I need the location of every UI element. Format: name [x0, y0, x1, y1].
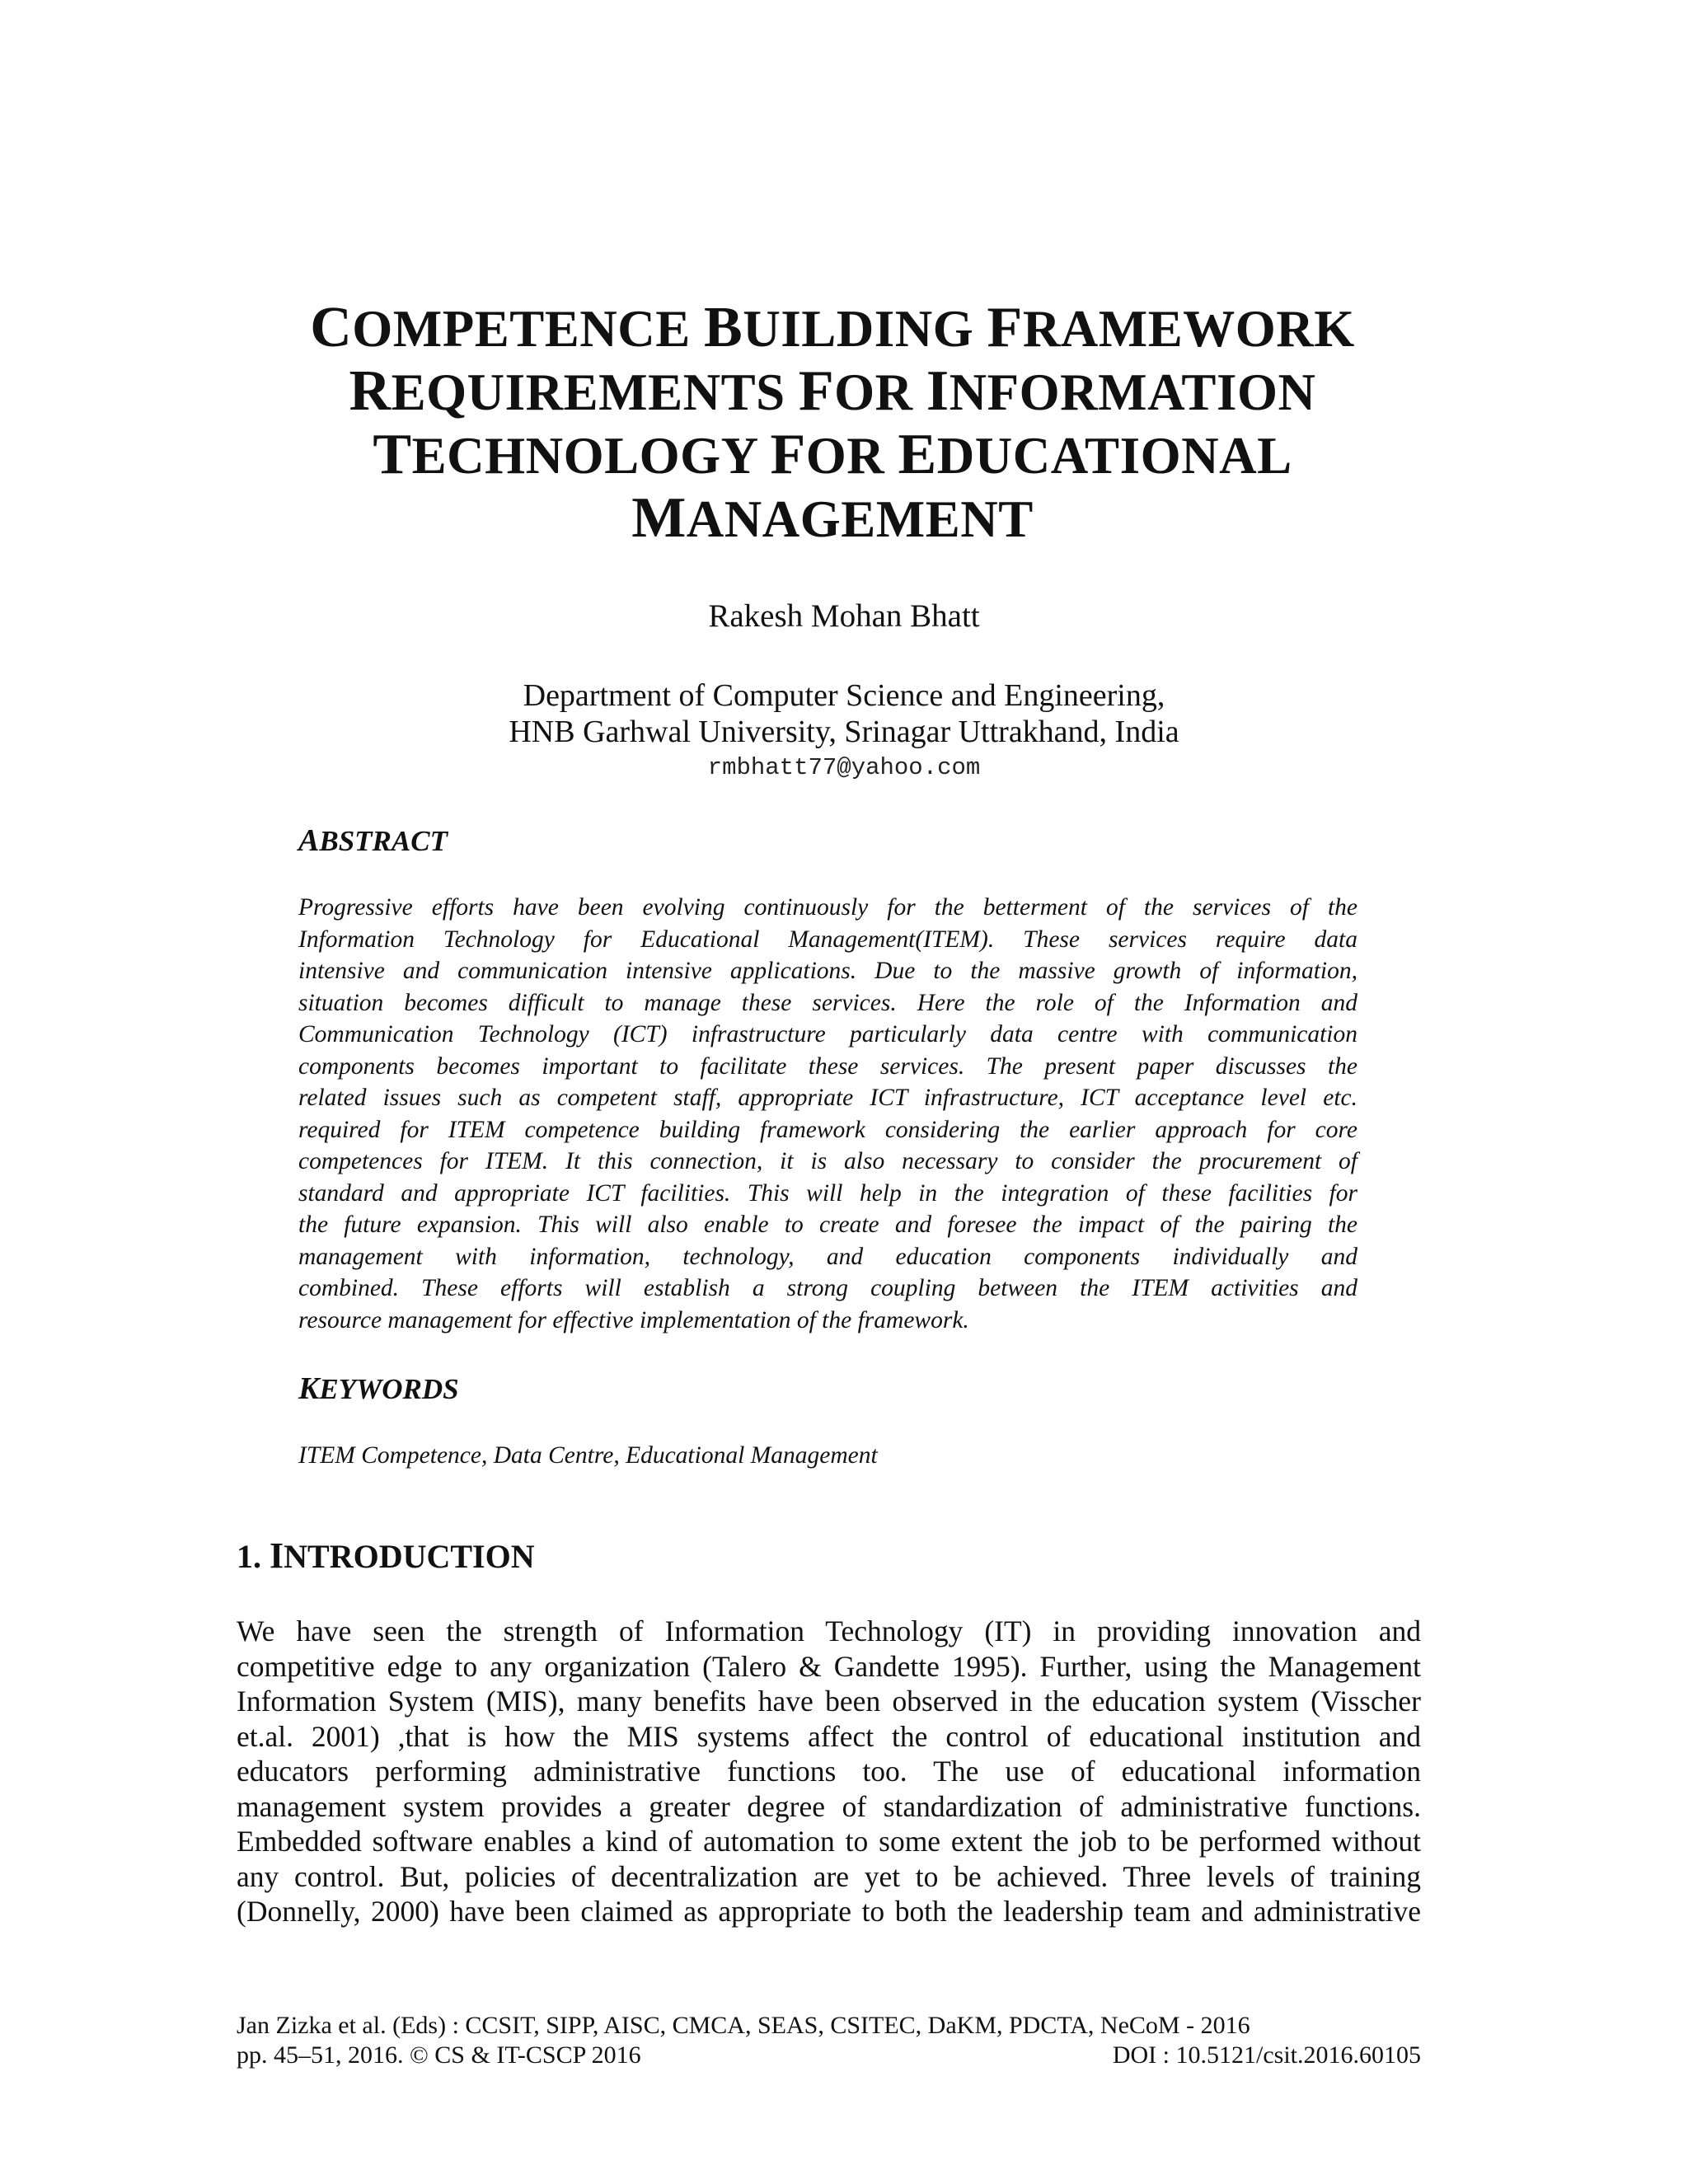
abstract-line: related issues such as competent staff, appropriate ICT infrastructure, ICT acceptance level etc.: [298, 1085, 1357, 1111]
introduction-heading-rest: NTRODUCTION: [284, 1538, 535, 1575]
page-range-copyright: pp. 45–51, 2016. © CS & IT-CSCP 2016: [237, 2041, 641, 2069]
doi: DOI : 10.5121/csit.2016.60105: [1112, 2041, 1421, 2069]
author-name: Rakesh Mohan Bhatt: [708, 598, 980, 634]
title-cap: B: [704, 296, 743, 359]
affiliation-university: HNB Garhwal University, Srinagar Uttrakhand, India: [509, 715, 1179, 749]
section-number: 1.: [237, 1538, 270, 1575]
title-cap: F: [770, 423, 806, 486]
affiliation-department: Department of Computer Science and Engineering,: [523, 678, 1165, 713]
abstract-line: intensive and communication intensive applications. Due to the massive growth of information,: [298, 958, 1357, 984]
keywords-heading-cap: K: [298, 1371, 320, 1406]
title-cap: F: [987, 296, 1023, 359]
introduction-line: educators performing administrative functions too. The use of educational information: [237, 1755, 1421, 1788]
title-cap: F: [798, 359, 835, 423]
title-word: OMPETENCE: [352, 300, 705, 358]
abstract-line: competences for ITEM. It this connection, it is also necessary to consider the procurement of: [298, 1148, 1357, 1174]
introduction-heading: [237, 1537, 535, 1576]
abstract-line: components becomes important to facilitate these services. The present paper discusses the: [298, 1052, 1357, 1080]
introduction-line: any control. But, policies of decentralization are yet to be achieved. Three levels of training: [237, 1859, 1421, 1893]
title-word: OR: [805, 427, 898, 485]
introduction-line: Information System (MIS), many benefits have been observed in the education system (Visscher: [237, 1685, 1421, 1718]
introduction-line: (Donnelly, 2000) have been claimed as appropriate to both the leadership team and administrative: [237, 1895, 1421, 1928]
title-word: DUCATIONAL: [936, 427, 1292, 485]
title-line: [239, 487, 1426, 551]
abstract-line: required for ITEM competence building framework considering the earlier approach for core: [298, 1116, 1357, 1143]
title-word: NFORMATION: [949, 363, 1316, 421]
title-cap: M: [631, 486, 687, 550]
title-cap: T: [373, 423, 412, 486]
abstract-heading-cap: A: [298, 823, 320, 858]
title-cap: E: [898, 423, 937, 486]
introduction-line: We have seen the strength of Information Technology (IT) in providing innovation and: [237, 1615, 1421, 1647]
abstract-line: the future expansion. This will also enable to create and foresee the impact of the pairing the: [298, 1212, 1357, 1238]
abstract-line: Communication Technology (ICT) infrastructure particularly data centre with communication: [298, 1021, 1357, 1047]
abstract-heading-rest: BSTRACT: [319, 825, 448, 857]
title-word: ECHNOLOGY: [411, 427, 771, 485]
page-footer: [237, 2011, 1421, 2070]
author-email: rmbhatt77@yahoo.com: [707, 754, 981, 781]
abstract-line: situation becomes difficult to manage these services. Here the role of the Information and: [298, 989, 1357, 1016]
introduction-line: management system provides a greater degree of standardization of administrative functions.: [237, 1789, 1421, 1823]
introduction-body: [237, 1614, 1421, 1929]
title-line: [239, 297, 1426, 360]
title-line: [239, 360, 1426, 424]
author-affiliation: [0, 677, 1688, 750]
title-word: RAMEWORK: [1022, 300, 1355, 358]
abstract-line: combined. These efforts will establish a strong coupling between the ITEM activities and: [298, 1275, 1357, 1301]
abstract-line: standard and appropriate ICT facilities. This will help in the integration of these facilities for: [298, 1179, 1357, 1207]
abstract-line: Information Technology for Educational Management(ITEM). These services require data: [298, 926, 1357, 953]
introduction-line: Embedded software enables a kind of automation to some extent the job to be performed without: [237, 1825, 1421, 1858]
title-word: ANAGEMENT: [686, 490, 1034, 548]
introduction-line: et.al. 2001) ,that is how the MIS systems affect the control of educational institution and: [237, 1719, 1421, 1753]
abstract-line: resource management for effective implementation of the framework.: [298, 1306, 969, 1333]
keywords-heading-rest: EYWORDS: [319, 1373, 459, 1405]
introduction-heading-cap: I: [270, 1535, 284, 1576]
keywords-list: ITEM Competence, Data Centre, Educational Management: [298, 1442, 878, 1469]
abstract-body: [298, 892, 1357, 1336]
title-word: EQUIREMENTS: [391, 363, 799, 421]
footer-meta: [237, 2041, 1421, 2070]
title-word: UILDING: [743, 300, 987, 358]
introduction-line: competitive edge to any organization (Talero & Gandette 1995). Further, using the Management: [237, 1649, 1421, 1683]
title-cap: R: [349, 359, 392, 423]
title-cap: C: [310, 296, 353, 359]
paper-title: [239, 297, 1426, 551]
title-line: [239, 424, 1426, 487]
abstract-line: Progressive efforts have been evolving continuously for the betterment of the services of the: [298, 894, 1357, 921]
abstract-line: management with information, technology, and education components individually and: [298, 1243, 1357, 1270]
abstract-heading: [298, 824, 448, 858]
title-word: OR: [834, 363, 926, 421]
proceedings-citation: Jan Zizka et al. (Eds) : CCSIT, SIPP, AISC, CMCA, SEAS, CSITEC, DaKM, PDCTA, NeCoM - 2016: [237, 2012, 1250, 2039]
keywords-heading: [298, 1372, 459, 1406]
title-cap: I: [926, 359, 950, 423]
